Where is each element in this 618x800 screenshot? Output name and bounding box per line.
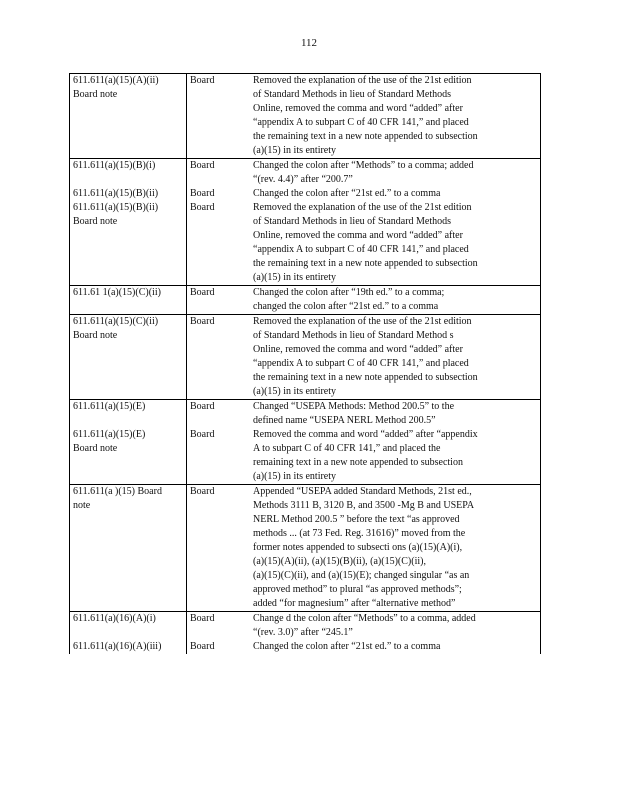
table-row (70, 159, 540, 286)
source-cell (187, 485, 253, 611)
table-row (70, 286, 540, 315)
section-reference: 611.611(a)(15)(B)(ii) (73, 202, 159, 213)
action-text: (a)(15) in its entirety (253, 145, 337, 156)
action-text: Removed the explanation of the use of the 21st edition (253, 202, 472, 213)
action-text: Removed the explanation of the use of the 21st edition (253, 75, 472, 86)
table-row (70, 315, 540, 400)
action-cell (253, 315, 540, 399)
action-text: changed the colon after “21st ed.” to a comma (253, 301, 439, 312)
action-text: (a)(15) in its entirety (253, 471, 337, 482)
source-label: Board (190, 429, 215, 440)
section-reference: 611.611(a)(15)(C)(ii) (73, 316, 159, 327)
action-text: Methods 3111 B, 3120 B, and 3500 -Mg B and USEPA (253, 500, 475, 511)
action-text: Online, removed the comma and word “added” after (253, 344, 463, 355)
action-text: Changed the colon after “19th ed.” to a comma; (253, 287, 445, 298)
action-text: A to subpart C of 40 CFR 141,” and placed the (253, 443, 441, 454)
section-cell (70, 286, 187, 314)
action-text: (a)(15) in its entirety (253, 272, 337, 283)
action-text: Online, removed the comma and word “added” after (253, 230, 463, 241)
section-cell (70, 74, 187, 158)
action-text: Changed the colon after “21st ed.” to a comma (253, 641, 441, 652)
action-text: defined name “USEPA NERL Method 200.5” (253, 415, 436, 426)
section-cell (70, 612, 187, 654)
source-label: Board (190, 287, 215, 298)
action-text: Removed the explanation of the use of the 21st edition (253, 316, 472, 327)
section-reference: Board note (73, 216, 118, 227)
section-reference: 611.611(a )(15) Board (73, 486, 162, 497)
section-cell (70, 315, 187, 399)
action-text: the remaining text in a new note appended to subsection (253, 258, 478, 269)
action-text: added “for magnesium” after “alternative method” (253, 598, 456, 609)
section-reference: 611.611(a)(15)(B)(ii) (73, 188, 159, 199)
section-reference: 611.611(a)(16)(A)(iii) (73, 641, 162, 652)
section-cell (70, 485, 187, 611)
action-text: of Standard Methods in lieu of Standard Methods (253, 216, 452, 227)
action-text: Online, removed the comma and word “added” after (253, 103, 463, 114)
action-text: (a)(15)(A)(ii), (a)(15)(B)(ii), (a)(15)(C)(ii), (253, 556, 426, 567)
action-text: (a)(15) in its entirety (253, 386, 337, 397)
action-text: former notes appended to subsecti ons (a)(15)(A)(i), (253, 542, 463, 553)
action-text: Changed the colon after “Methods” to a comma; added (253, 160, 474, 171)
action-text: of Standard Methods in lieu of Standard Method s (253, 330, 454, 341)
action-text: “appendix A to subpart C of 40 CFR 141,” and placed (253, 117, 469, 128)
source-cell (187, 159, 253, 285)
section-reference: Board note (73, 89, 118, 100)
action-cell (253, 400, 540, 484)
source-label: Board (190, 316, 215, 327)
section-cell (70, 159, 187, 285)
source-label: Board (190, 188, 215, 199)
action-text: Appended “USEPA added Standard Methods, 21st ed., (253, 486, 472, 497)
action-text: “appendix A to subpart C of 40 CFR 141,” and placed (253, 244, 469, 255)
source-label: Board (190, 202, 215, 213)
action-text: of Standard Methods in lieu of Standard Methods (253, 89, 452, 100)
table-row (70, 74, 540, 159)
source-label: Board (190, 75, 215, 86)
action-text: “appendix A to subpart C of 40 CFR 141,” and placed (253, 358, 469, 369)
action-cell (253, 612, 540, 654)
table-row (70, 400, 540, 485)
source-cell (187, 612, 253, 654)
source-cell (187, 315, 253, 399)
section-reference: 611.611(a)(16)(A)(i) (73, 613, 156, 624)
source-cell (187, 74, 253, 158)
source-cell (187, 286, 253, 314)
source-cell (187, 400, 253, 484)
page-number: 112 (300, 37, 318, 49)
section-reference: note (73, 500, 91, 511)
section-reference: 611.61 1(a)(15)(C)(ii) (73, 287, 161, 298)
section-cell (70, 400, 187, 484)
section-reference: 611.611(a)(15)(A)(ii) (73, 75, 159, 86)
table-row (70, 612, 540, 654)
action-text: NERL Method 200.5 ” before the text “as approved (253, 514, 460, 525)
section-reference: 611.611(a)(15)(B)(i) (73, 160, 156, 171)
action-text: “(rev. 3.0)” after “245.1” (253, 627, 353, 638)
action-text: Removed the comma and word “added” after “appendix (253, 429, 478, 440)
action-text: “(rev. 4.4)” after “200.7” (253, 174, 353, 185)
action-text: approved method” to plural “as approved methods”; (253, 584, 462, 595)
action-text: methods ... (at 73 Fed. Reg. 31616)” moved from the (253, 528, 466, 539)
source-label: Board (190, 160, 215, 171)
amendments-table (69, 73, 541, 654)
source-label: Board (190, 486, 215, 497)
action-cell (253, 159, 540, 285)
action-text: Change d the colon after “Methods” to a comma, added (253, 613, 476, 624)
source-label: Board (190, 401, 215, 412)
action-cell (253, 74, 540, 158)
section-reference: 611.611(a)(15)(E) (73, 401, 146, 412)
action-text: Changed the colon after “21st ed.” to a comma (253, 188, 441, 199)
action-text: (a)(15)(C)(ii), and (a)(15)(E); changed singular “as an (253, 570, 470, 581)
section-reference: Board note (73, 330, 118, 341)
action-text: remaining text in a new note appended to subsection (253, 457, 463, 468)
action-text: Changed “USEPA Methods: Method 200.5” to the (253, 401, 455, 412)
section-reference: Board note (73, 443, 118, 454)
source-label: Board (190, 613, 215, 624)
section-reference: 611.611(a)(15)(E) (73, 429, 146, 440)
action-text: the remaining text in a new note appended to subsection (253, 372, 478, 383)
table-row (70, 485, 540, 612)
source-label: Board (190, 641, 215, 652)
action-text: the remaining text in a new note appended to subsection (253, 131, 478, 142)
action-cell (253, 286, 540, 314)
action-cell (253, 485, 540, 611)
